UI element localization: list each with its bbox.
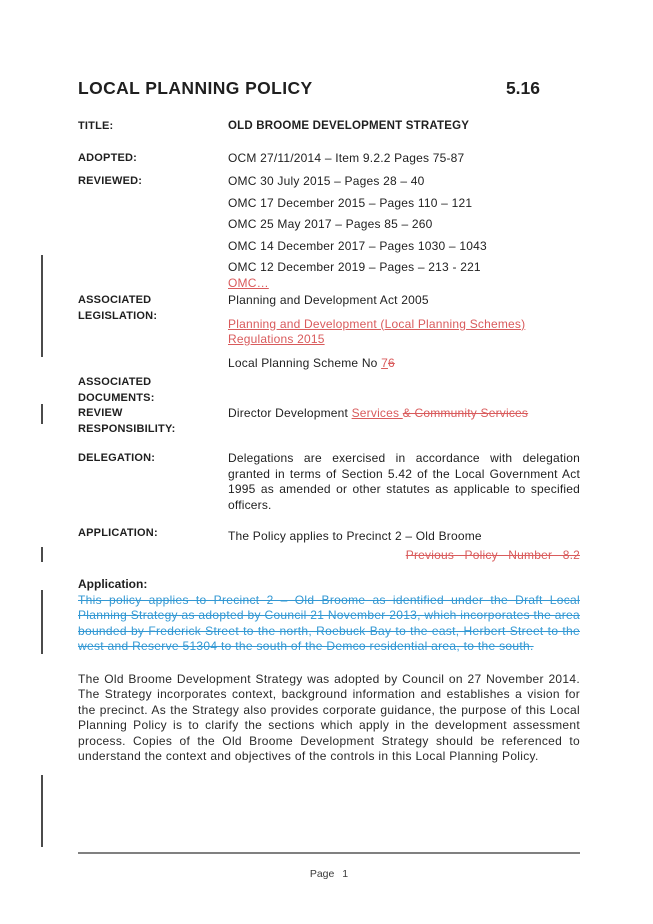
field-label: ASSOCIATED LEGISLATION: [78, 294, 158, 322]
policy-number: 5.16 [505, 78, 540, 98]
revision-bar [41, 255, 43, 357]
inserted-text: 7 [381, 355, 388, 370]
page-footer [78, 852, 580, 880]
field-value: OCM 27/11/2014 – Item 9.2.2 Pages 75-87 [228, 150, 465, 165]
field-row-adopted [78, 151, 580, 167]
field-row-associated-legislation [78, 293, 580, 371]
field-label: REVIEWED: [78, 175, 143, 187]
deleted-text: 6 [387, 355, 395, 370]
reviewed-entry: OMC 30 July 2015 – Pages 28 – 40 [228, 174, 425, 188]
field-row-application [78, 526, 580, 563]
field-label: ASSOCIATED DOCUMENTS: [78, 376, 155, 404]
document-header [78, 78, 580, 99]
field-label: APPLICATION: [78, 527, 158, 539]
page-title: LOCAL PLANNING POLICY [78, 78, 313, 98]
field-value: Delegations are exercised in accordance with delegation granted in terms of Section 5.42 of the Local Government Act 1995 as amended or other statutes as applicable to specified officers. [228, 451, 580, 512]
reviewed-entry: OMC 17 December 2015 – Pages 110 – 121 [228, 195, 473, 210]
deleted-text: Previous Policy Number 8.2 [405, 547, 580, 562]
scheme-line: Local Planning Scheme No 76 [228, 355, 395, 370]
body-paragraph: The Old Broome Development Strategy was adopted by Council on 27 November 2014. The Strategy incorporates context, background information and establishes a vision for the precinct. As the Strategy also provides corporate guidance, the purpose of this Local Planning Policy is to clarify the sections which apply in the development assessment process. Copies of the Old Broome Development Strategy should be referenced to understand the context and objectives of the controls in this Local Planning Policy. [78, 671, 580, 763]
inserted-text: Planning and Development (Local Planning Schemes) Regulations 2015 [228, 316, 526, 346]
field-row-delegation [78, 451, 580, 513]
legislation-act: Planning and Development Act 2005 [228, 293, 429, 307]
field-value: OLD BROOME DEVELOPMENT STRATEGY [228, 120, 470, 132]
revision-bar [41, 590, 43, 654]
field-row-title [78, 119, 580, 135]
field-label: DELEGATION: [78, 452, 156, 464]
field-value [228, 174, 580, 291]
page-number: Page 1 [309, 868, 349, 880]
deleted-text: & Community Services [402, 406, 529, 420]
application-heading: Application: [78, 577, 148, 591]
application-value: The Policy applies to Precinct 2 – Old Broome [228, 529, 482, 543]
revision-bar [41, 404, 43, 424]
revision-bar [41, 547, 43, 562]
field-label: REVIEW RESPONSIBILITY: [78, 407, 176, 435]
field-row-reviewed [78, 174, 580, 291]
revision-bar [41, 775, 43, 847]
footer-rule [78, 852, 580, 854]
reviewed-entry: OMC 25 May 2017 – Pages 85 – 260 [228, 217, 433, 231]
field-value: Director Development Services & Community Services [228, 406, 529, 420]
field-row-associated-documents [78, 375, 580, 406]
reviewed-entry: OMC 14 December 2017 – Pages 1030 – 1043 [228, 238, 487, 253]
field-value [228, 375, 580, 406]
field-row-review-responsibility [78, 406, 580, 437]
field-value [228, 526, 580, 563]
field-label: ADOPTED: [78, 151, 138, 164]
deleted-paragraph: This policy applies to Precinct 2 – Old Broome as identified under the Draft Local Planning Strategy as adopted by Council 21 November 2013, which incorporates the area bounded by Frederick Street to the north, Roebuck Bay to the east, Herbert Street to the west and Reserve 51304 to the south of the Demco residential area, to the south. [78, 592, 580, 653]
field-value [228, 293, 580, 371]
field-label: TITLE: [78, 120, 114, 132]
inserted-text: OMC… [228, 275, 269, 290]
reviewed-entry: OMC 12 December 2019 – Pages – 213 - 221 [228, 260, 481, 274]
inserted-text: Services [351, 406, 403, 420]
